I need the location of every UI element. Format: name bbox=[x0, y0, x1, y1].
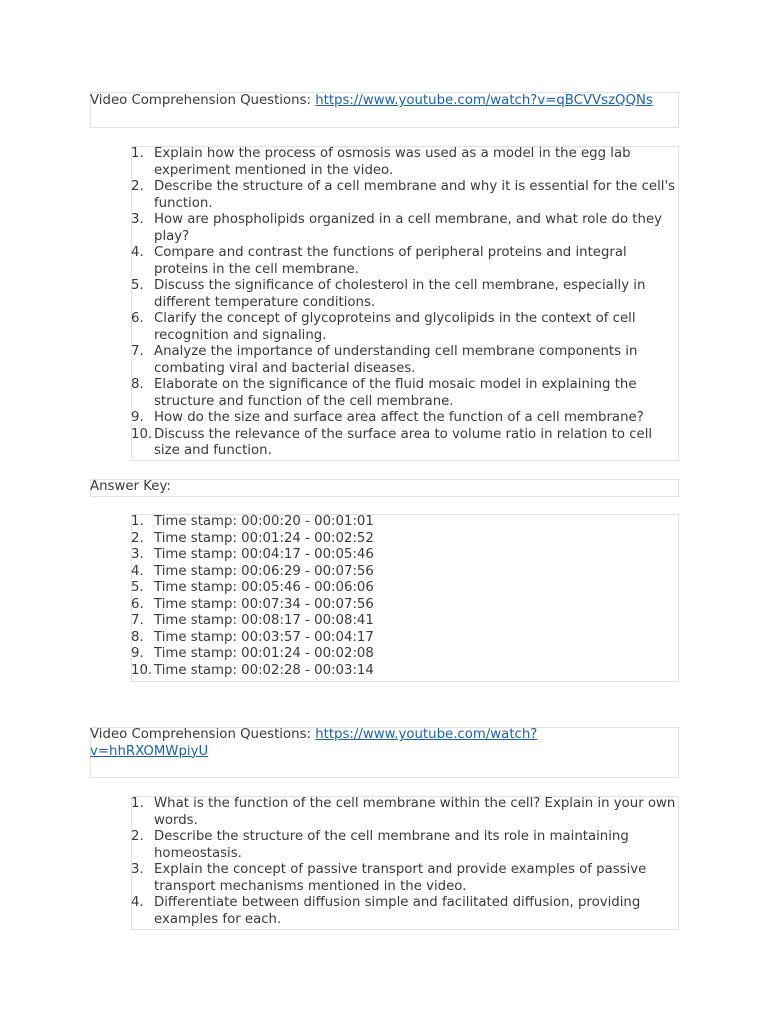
list-item: 9. How do the size and surface area affect the function of a cell membrane? bbox=[131, 410, 644, 425]
section2-video-link[interactable]: https://www.youtube.com/watch? v=hhRXOMWpiyU bbox=[90, 727, 538, 759]
section2-questions-list bbox=[131, 796, 676, 928]
list-item: 10. Time stamp: 00:02:28 - 00:03:14 bbox=[131, 662, 374, 678]
list-item: 10. Discuss the relevance of the surface area to volume ratio in relation to cell size and function. bbox=[131, 426, 653, 458]
list-item: 1. Explain how the process of osmosis was used as a model in the egg lab experiment mentioned in the video. bbox=[131, 146, 631, 178]
list-item: 3. How are phospholipids organized in a cell membrane, and what role do they play? bbox=[131, 212, 662, 244]
section1-heading bbox=[90, 93, 653, 110]
section2-heading bbox=[90, 727, 590, 760]
list-item: 6. Time stamp: 00:07:34 - 00:07:56 bbox=[131, 596, 374, 612]
answer-key-label: Answer Key: bbox=[90, 479, 171, 494]
list-item: 5. Time stamp: 00:05:46 - 00:06:06 bbox=[131, 580, 374, 595]
section2-heading-label: Video Comprehension Questions: bbox=[90, 727, 316, 742]
list-item: 4. Differentiate between diffusion simple and facilitated diffusion, providing examples for each. bbox=[131, 895, 641, 927]
list-item: 7. Analyze the importance of understanding cell membrane components in combating viral and bacterial diseases. bbox=[131, 344, 638, 376]
list-item: 6. Clarify the concept of glycoproteins and glycolipids in the context of cell recognition and signaling. bbox=[131, 311, 636, 343]
list-item: 5. Discuss the significance of cholesterol in the cell membrane, especially in different temperature conditions. bbox=[131, 278, 646, 310]
list-item: 2. Time stamp: 00:01:24 - 00:02:52 bbox=[131, 530, 374, 546]
list-item: 8. Time stamp: 00:03:57 - 00:04:17 bbox=[131, 629, 374, 645]
answer-key-box bbox=[90, 479, 679, 497]
section1-heading-label: Video Comprehension Questions: bbox=[90, 93, 316, 108]
list-item: 4. Time stamp: 00:06:29 - 00:07:56 bbox=[131, 563, 374, 579]
list-item: 1. What is the function of the cell membrane within the cell? Explain in your own words. bbox=[131, 796, 676, 828]
list-item: 3. Explain the concept of passive transport and provide examples of passive transport mechanisms mentioned in the video. bbox=[131, 862, 647, 894]
list-item: 7. Time stamp: 00:08:17 - 00:08:41 bbox=[131, 613, 374, 628]
list-item: 3. Time stamp: 00:04:17 - 00:05:46 bbox=[131, 547, 374, 562]
list-item: 9. Time stamp: 00:01:24 - 00:02:08 bbox=[131, 646, 374, 661]
list-item: 1. Time stamp: 00:00:20 - 00:01:01 bbox=[131, 514, 374, 529]
section1-questions-list bbox=[131, 146, 676, 460]
list-item: 2. Describe the structure of the cell membrane and its role in maintaining homeostasis. bbox=[131, 829, 629, 861]
answers-list bbox=[131, 514, 676, 679]
section1-video-link[interactable]: https://www.youtube.com/watch?v=qBCVVszQQNs bbox=[315, 93, 653, 108]
list-item: 2. Describe the structure of a cell membrane and why it is essential for the cell's function. bbox=[131, 179, 676, 211]
list-item: 8. Elaborate on the significance of the fluid mosaic model in explaining the structure and function of the cell membrane. bbox=[131, 377, 637, 409]
list-item: 4. Compare and contrast the functions of peripheral proteins and integral proteins in the cell membrane. bbox=[131, 245, 627, 277]
